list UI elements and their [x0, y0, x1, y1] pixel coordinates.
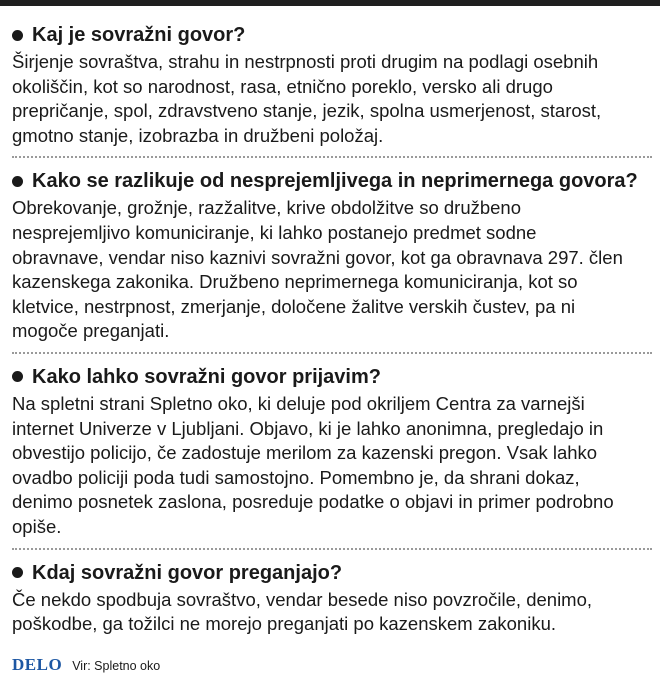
bullet-icon [12, 567, 23, 578]
answer-line: ovadbo policiji poda tudi samostojno. Pomembno je, da shrani dokaz, [12, 466, 580, 488]
faq-section-4 [12, 560, 652, 637]
faq-section-3 [12, 364, 652, 540]
top-bar [0, 0, 660, 6]
faq-section-2 [12, 168, 652, 344]
faq-section-1 [12, 22, 652, 148]
bullet-icon [12, 30, 23, 41]
question-text: Kako se razlikuje od nesprejemljivega in neprimernega govora? [32, 170, 638, 193]
answer-line: kletvice, nestrpnost, zmerjanje, določene žalitve verskih čustev, pa ni [12, 295, 576, 317]
answer-text [12, 50, 652, 148]
answer-text [12, 588, 652, 637]
answer-line: poškodbe, ga tožilci ne morejo preganjati po kazenskem zakoniku. [12, 613, 557, 635]
section-divider [12, 352, 652, 354]
answer-line: internet Univerze v Ljubljani. Objavo, ki je lahko anonimna, pregledajo in [12, 417, 604, 439]
question-heading [12, 560, 652, 586]
question-heading [12, 168, 652, 194]
source-credit: Vir: Spletno oko [72, 659, 161, 673]
footer [12, 655, 160, 675]
question-heading [12, 22, 652, 48]
question-text: Kako lahko sovražni govor prijavim? [32, 365, 381, 388]
answer-line: gmotno stanje, izobrazba in družbeni položaj. [12, 124, 384, 146]
answer-line: kazenskega zakonika. Družbeno neprimernega komuniciranja, kot so [12, 271, 578, 293]
answer-line: obvestijo policijo, če zadostuje merilom za kazenski pregon. Vsak lahko [12, 442, 598, 464]
answer-text [12, 196, 652, 344]
answer-line: nesprejemljivo komuniciranje, ki lahko postanejo predmet sodne [12, 221, 537, 243]
answer-line: okoliščin, kot so narodnost, rasa, etnično poreklo, versko ali drugo [12, 75, 553, 97]
delo-logo: DELO [12, 655, 63, 674]
section-divider [12, 156, 652, 158]
question-text: Kaj je sovražni govor? [32, 24, 246, 46]
answer-line: obravnave, vendar niso kaznivi sovražni govor, kot ga obravnava 297. člen [12, 246, 623, 268]
bullet-icon [12, 371, 23, 382]
answer-line: mogoče preganjati. [12, 320, 170, 342]
answer-line: Če nekdo spodbuja sovraštvo, vendar besede niso povzročile, denimo, [12, 588, 593, 610]
answer-line: Obrekovanje, grožnje, razžalitve, krive obdolžitve so družbeno [12, 197, 522, 219]
answer-line: Na spletni strani Spletno oko, ki deluje pod okriljem Centra za varnejši [12, 392, 585, 414]
section-divider [12, 548, 652, 550]
answer-line: prepričanje, spol, zdravstveno stanje, jezik, spolna usmerjenost, starost, [12, 100, 602, 122]
answer-text [12, 392, 652, 540]
answer-line: opiše. [12, 515, 62, 537]
answer-line: denimo posnetek zaslona, posreduje podatke o objavi in primer podrobno [12, 491, 614, 513]
answer-line: Širjenje sovraštva, strahu in nestrpnosti proti drugim na podlagi osebnih [12, 51, 599, 72]
question-text: Kdaj sovražni govor preganjajo? [32, 561, 343, 584]
bullet-icon [12, 176, 23, 187]
faq-content [12, 22, 652, 637]
question-heading [12, 364, 652, 390]
